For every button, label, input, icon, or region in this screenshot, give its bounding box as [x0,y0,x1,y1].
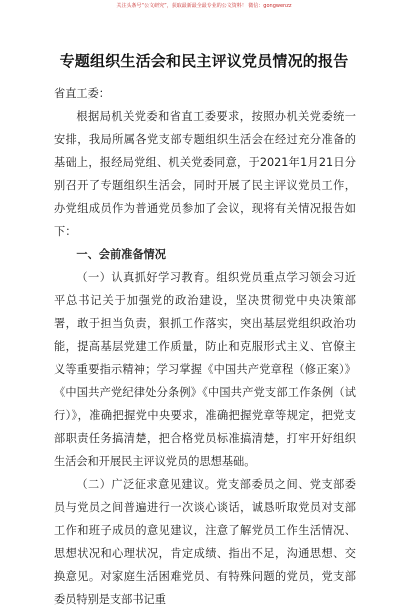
document-title: 专题组织生活会和民主评议党员情况的报告 [59,52,349,70]
intro-paragraph: 根据局机关党委和省直工委要求，按照办机关党委统一安排，我局所属各党支部专题组织生活会在经过充分准备的基础上，报经局党组、机关党委同意，于2021年1月21日分别召开了专题组织生活会，同时开展了民主评议党员工作，办党组成员作为普通党员参加了会议，现将有关情况报告如下： [54,110,356,238]
promo-banner: 关注头条号“公文研究”，获取最新最全最专业的公文资料！ 微信：gongwenzz [116,3,292,9]
section-paragraph-1: （一）认真抓好学习教育。组织党员重点学习领会习近平总书记关于加强党的政治建设，坚决贯彻党中央决策部署，敢于担当负责，狠抓工作落实，突出基层党组织政治功能，提高基层党建工作质量，防止和克服形式主义、官僚主义等重要指示精神；学习掌握《中国共产党章程（修正案）》《中国共产党纪律处分条例》《中国共产党支部工作条例（试行）》，准确把握党中央要求，准确把握党章等规定，把党支部职责任务搞清楚，把合格党员标准搞清楚，打牢开好组织生活会和开展民主评议党员的思想基础。 [54,271,356,468]
section-paragraph-2: （二）广泛征求意见建议。党支部委员之间、党支部委员与党员之间普遍进行一次谈心谈话，诚恳听取党员对支部工作和班子成员的意见建议，注意了解党员工作生活情况、思想状况和心理状况，肯定成绩、指出不足，沟通思想、交换意见。对家庭生活困难党员、有特殊问题的党员，党支部委员特别是支部书记重 [54,478,356,606]
document-body [54,82,356,611]
section-heading: 一、会前准备情况 [76,248,166,261]
salutation: 省直工委： [54,87,110,100]
